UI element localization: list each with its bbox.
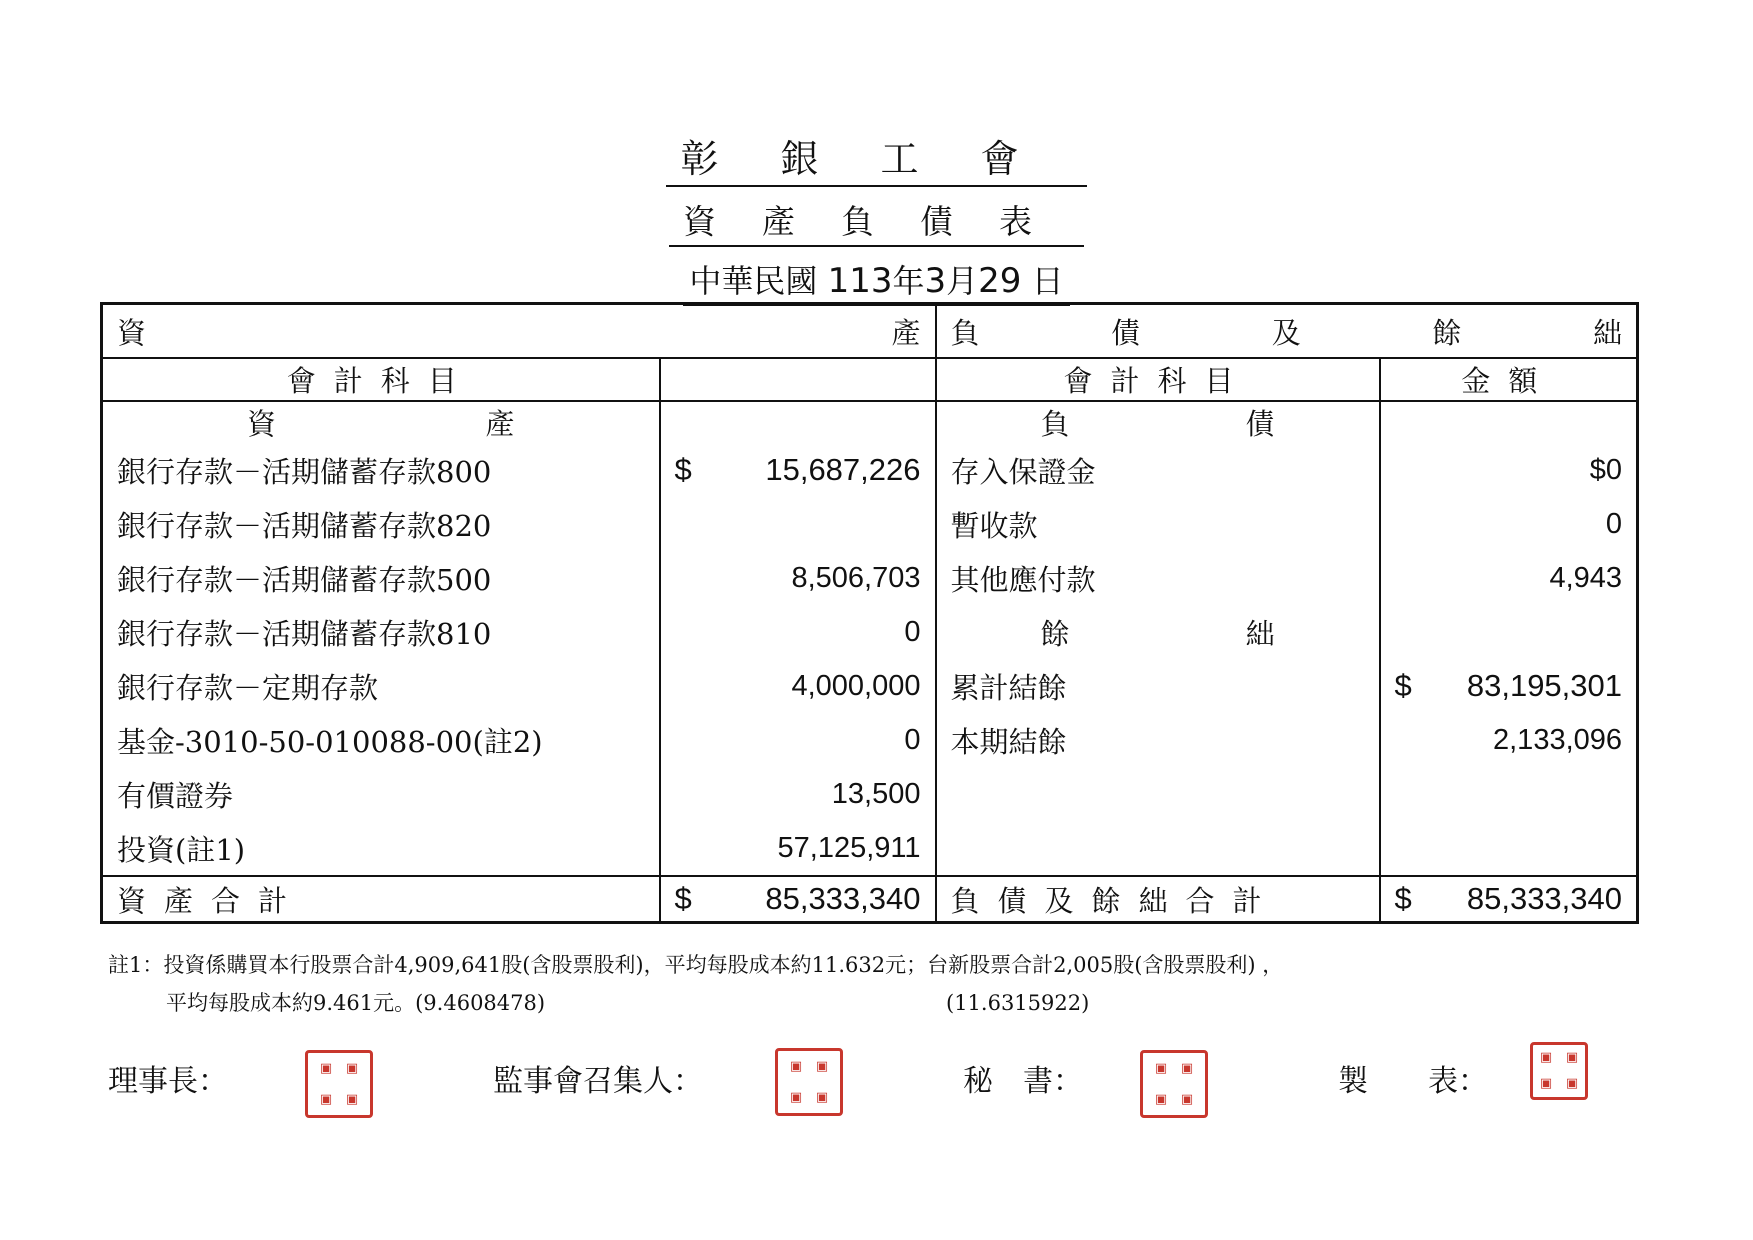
asset-label: 銀行存款－活期儲蓄存款800 xyxy=(102,443,660,497)
asset-amount xyxy=(660,497,936,551)
liabilities-equity-header: 負 債 及 餘 絀 xyxy=(936,304,1638,359)
equity-label: 累計結餘 xyxy=(936,659,1380,713)
secretary-seal-icon: ▣ ▣ ▣ ▣ xyxy=(1140,1050,1208,1118)
footnote-line-1: 註1：投資係購買本行股票合計4,909,641股(含股票股利)，平均每股成本約11.632元；台新股票合計2,005股(含股票股利) ， xyxy=(108,953,1284,977)
table-row xyxy=(102,551,1638,605)
balance-sheet-table xyxy=(100,302,1639,924)
table-row xyxy=(102,821,1638,876)
asset-label: 銀行存款－活期儲蓄存款500 xyxy=(102,551,660,605)
footnote-line-2: 平均每股成本約9.461元。(9.4608478) (11.6315922) xyxy=(166,991,1090,1015)
signature-secretary: 秘 書： xyxy=(963,1064,1083,1099)
liab-total-label: 負債及餘絀合計 xyxy=(936,876,1380,923)
asset-amount-column-header xyxy=(660,358,936,401)
liab-section-label: 負 債 xyxy=(936,401,1380,443)
asset-label: 銀行存款－定期存款 xyxy=(102,659,660,713)
table-row xyxy=(102,713,1638,767)
asset-amount: 0 xyxy=(660,605,936,659)
asset-label: 有價證券 xyxy=(102,767,660,821)
section-row xyxy=(102,401,1638,443)
org-title: 彰銀工會 xyxy=(0,128,1753,187)
table-row xyxy=(102,659,1638,713)
table-row xyxy=(102,443,1638,497)
document-title: 資產負債表 xyxy=(0,196,1753,247)
signature-chairman: 理事長： xyxy=(108,1064,228,1099)
asset-section-label: 資 產 xyxy=(102,401,660,443)
liab-amount: 0 xyxy=(1380,497,1638,551)
asset-label: 基金-3010-50-010088-00(註2) xyxy=(102,713,660,767)
table-row xyxy=(102,497,1638,551)
asset-amount: 8,506,703 xyxy=(660,551,936,605)
signature-preparer: 製 表： xyxy=(1338,1064,1488,1099)
document-date: 中華民國 113年3月29 日 xyxy=(0,256,1753,306)
liab-account-column-header: 會計科目 xyxy=(936,358,1380,401)
liab-amount: 4,943 xyxy=(1380,551,1638,605)
footnotes xyxy=(108,946,1283,1022)
table-row xyxy=(102,605,1638,659)
asset-account-column-header: 會計科目 xyxy=(102,358,660,401)
asset-label: 投資(註1) xyxy=(102,821,660,876)
signature-supervisor: 監事會召集人： xyxy=(493,1064,703,1099)
asset-amount: $ 15,687,226 xyxy=(660,443,936,497)
supervisor-seal-icon: ▣ ▣ ▣ ▣ xyxy=(775,1048,843,1116)
equity-section-label: 餘 絀 xyxy=(936,605,1380,659)
asset-total-amount: $ 85,333,340 xyxy=(660,876,936,923)
asset-label: 銀行存款－活期儲蓄存款820 xyxy=(102,497,660,551)
liab-amount-column-header: 金額 xyxy=(1380,358,1638,401)
asset-label: 銀行存款－活期儲蓄存款810 xyxy=(102,605,660,659)
equity-amount: 2,133,096 xyxy=(1380,713,1638,767)
liab-label: 存入保證金 xyxy=(936,443,1380,497)
preparer-seal-icon: ▣ ▣ ▣ ▣ xyxy=(1530,1042,1588,1100)
column-header-row xyxy=(102,358,1638,401)
assets-header: 資 產 xyxy=(102,304,936,359)
equity-amount: $ 83,195,301 xyxy=(1380,659,1638,713)
chairman-seal-icon: ▣ ▣ ▣ ▣ xyxy=(305,1050,373,1118)
asset-amount: 13,500 xyxy=(660,767,936,821)
total-row xyxy=(102,876,1638,923)
table-header-row xyxy=(102,304,1638,359)
asset-amount: 0 xyxy=(660,713,936,767)
table-row xyxy=(102,767,1638,821)
liab-amount: $0 xyxy=(1380,443,1638,497)
asset-amount: 4,000,000 xyxy=(660,659,936,713)
asset-total-label: 資產合計 xyxy=(102,876,660,923)
equity-label: 本期結餘 xyxy=(936,713,1380,767)
liab-label: 暫收款 xyxy=(936,497,1380,551)
asset-amount: 57,125,911 xyxy=(660,821,936,876)
liab-label: 其他應付款 xyxy=(936,551,1380,605)
liab-total-amount: $ 85,333,340 xyxy=(1380,876,1638,923)
